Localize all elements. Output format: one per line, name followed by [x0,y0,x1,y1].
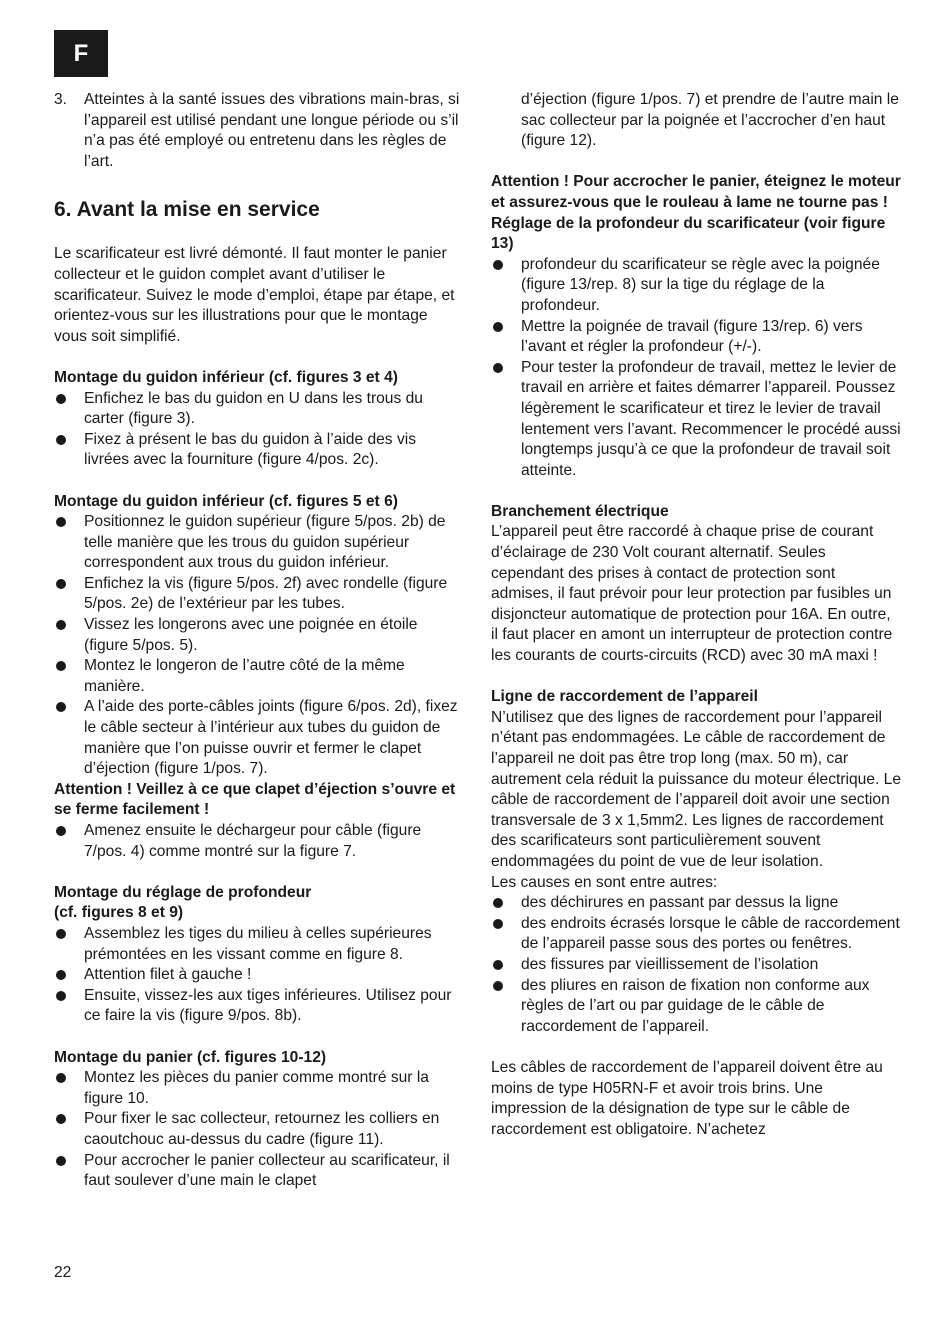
depth-list [54,924,464,1027]
heading-depth-line1: Montage du réglage de profondeur [54,883,312,901]
continued-text: d’éjection (figure 1/pos. 7) et prendre de l’autre main le sac collecteur par la poignée et l’accrocher d’en haut (figure 12). [521,91,899,150]
list-item: Enfichez la vis (figure 5/pos. 2f) avec rondelle (figure 5/pos. 2e) de l’extérieur par les tubes. [54,574,464,615]
list-item: Enfichez le bas du guidon en U dans les trous du carter (figure 3). [54,389,464,430]
heading-basket: Montage du panier (cf. figures 10-12) [54,1048,327,1066]
heading-lower-handle: Montage du guidon inférieur (cf. figures 3 et 4) [54,368,398,386]
list-item: Pour accrocher le panier collecteur au scarificateur, il faut soulever d’une main le clapet [54,1151,464,1192]
list-item: Montez les pièces du panier comme montré sur la figure 10. [54,1068,464,1109]
electric-paragraph: L’appareil peut être raccordé à chaque prise de courant d’éclairage de 230 Volt courant alternatif. Seules cependant des prises à contact de protection sont admises, il faut prévoir pour leur protection par fusibles un disjoncteur automatique de protection pour 16A. En outre, il faut placer en amont un interrupteur de protection contre les courants de courts-circuits (RCD) avec 30 mA maxi ! [491,523,893,665]
final-paragraph: Les câbles de raccordement de l’appareil doivent être au moins de type H05RN-F et avoir trois brins. Une impression de la désignation de type sur le câble de raccordement est obligatoire. N’achetez [491,1058,883,1138]
heading-depth-line2: (cf. figures 8 et 9) [54,904,184,922]
heading-cable: Ligne de raccordement de l’appareil [491,688,758,706]
list-item: Attention filet à gauche ! [54,965,464,986]
section-tab-f: F [54,30,108,77]
page-number: 22 [54,1264,72,1281]
numbered-item-3 [54,90,464,172]
list-item: Mettre la poignée de travail (figure 13/rep. 6) vers l’avant et régler la profondeur (+/-). [491,317,901,358]
warning-clapet: Attention ! Veillez à ce que clapet d’éjection s’ouvre et se ferme facilement ! [54,780,456,819]
list-item: Ensuite, vissez-les aux tiges inférieures. Utilisez pour ce faire la vis (figure 9/pos. 8b). [54,986,464,1027]
section-title: 6. Avant la mise en service [54,198,320,222]
causes-intro: Les causes en sont entre autres: [491,873,718,891]
list-item: profondeur du scarificateur se règle avec la poignée (figure 13/rep. 8) sur la tige du réglage de la profondeur. [491,255,901,317]
list-item: Montez le longeron de l’autre côté de la même manière. [54,656,464,697]
list-item: des endroits écrasés lorsque le câble de raccordement de l’appareil passe sous des portes ou fenêtres. [491,914,901,955]
list-item: des déchirures en passant par dessus la ligne [491,893,901,914]
depth-adjust-list [491,255,901,482]
list-item: Assemblez les tiges du milieu à celles supérieures prémontées en les vissant comme en figure 8. [54,924,464,965]
warning-basket: Attention ! Pour accrocher le panier, éteignez le moteur et assurez-vous que le rouleau à lame ne tourne pas ! [491,173,901,211]
list-item: A l’aide des porte-câbles joints (figure 6/pos. 2d), fixez le câble secteur à l’intérieur aux tubes du guidon de manière que l’on puisse ouvrir et fermer le clapet d’éjection (figure 1/pos. 7). [54,697,464,779]
list-item: Vissez les longerons avec une poignée en étoile (figure 5/pos. 5). [54,615,464,656]
list-item: Fixez à présent le bas du guidon à l’aide des vis livrées avec la fourniture (figure 4/pos. 2c). [54,430,464,471]
left-column [54,90,464,1192]
list-item: Pour tester la profondeur de travail, mettez le levier de travail en arrière et faites démarrer l’appareil. Poussez légèrement le scarificateur et tirez le levier de travail lentement vers l’avant. Recommencer le procédé aussi longtemps jusqu’à ce que la profondeur de travail soit atteinte. [491,358,901,482]
cable-paragraph: N’utilisez que des lignes de raccordement pour l’appareil n’étant pas endommagées. Le câble de raccordement de l’appareil ne doit pas être trop long (max. 50 m), car autrement cela réduit la puissance du moteur électrique. Le câble de raccordement de l’appareil doit avoir une section transversale de 3 x 1,5mm2. Les lignes de raccordement des scarificateurs sont particulièrement souvent endommagées du point de vue de leur isolation. [491,708,902,870]
item-text: Atteintes à la santé issues des vibrations main-bras, si l’appareil est utilisé pendant une longue période ou s’il n’a pas été employé ou entretenu dans les règles de l’art. [84,91,460,170]
intro-paragraph: Le scarificateur est livré démonté. Il faut monter le panier collecteur et le guidon complet avant d’utiliser le scarificateur. Suivez le mode d’emploi, étape par étape, et orientez-vous sur les illustrations pour que le montage vous soit simplifié. [54,245,455,345]
right-column [491,90,901,1140]
heading-upper-handle: Montage du guidon inférieur (cf. figures 5 et 6) [54,492,398,510]
upper-handle-list [54,512,464,780]
causes-list [491,893,901,1037]
list-item: des pliures en raison de fixation non conforme aux règles de l’art ou par guidage de le câble de raccordement de l’appareil. [491,976,901,1038]
item-number: 3. [54,91,68,108]
heading-electric: Branchement électrique [491,502,669,520]
list-item: Positionnez le guidon supérieur (figure 5/pos. 2b) de telle manière que les trous du guidon supérieur correspondent aux trous du guidon inférieur. [54,512,464,574]
heading-depth-adjust: Réglage de la profondeur du scarificateur (voir figure 13) [491,214,886,253]
basket-list [54,1068,464,1192]
list-item: Amenez ensuite le déchargeur pour câble (figure 7/pos. 4) comme montré sur la figure 7. [54,821,464,862]
lower-handle-list [54,389,464,471]
list-item: des fissures par vieillissement de l’isolation [491,955,901,976]
list-item: Pour fixer le sac collecteur, retournez les colliers en caoutchouc au-dessus du cadre (figure 11). [54,1109,464,1150]
discharge-list [54,821,464,862]
